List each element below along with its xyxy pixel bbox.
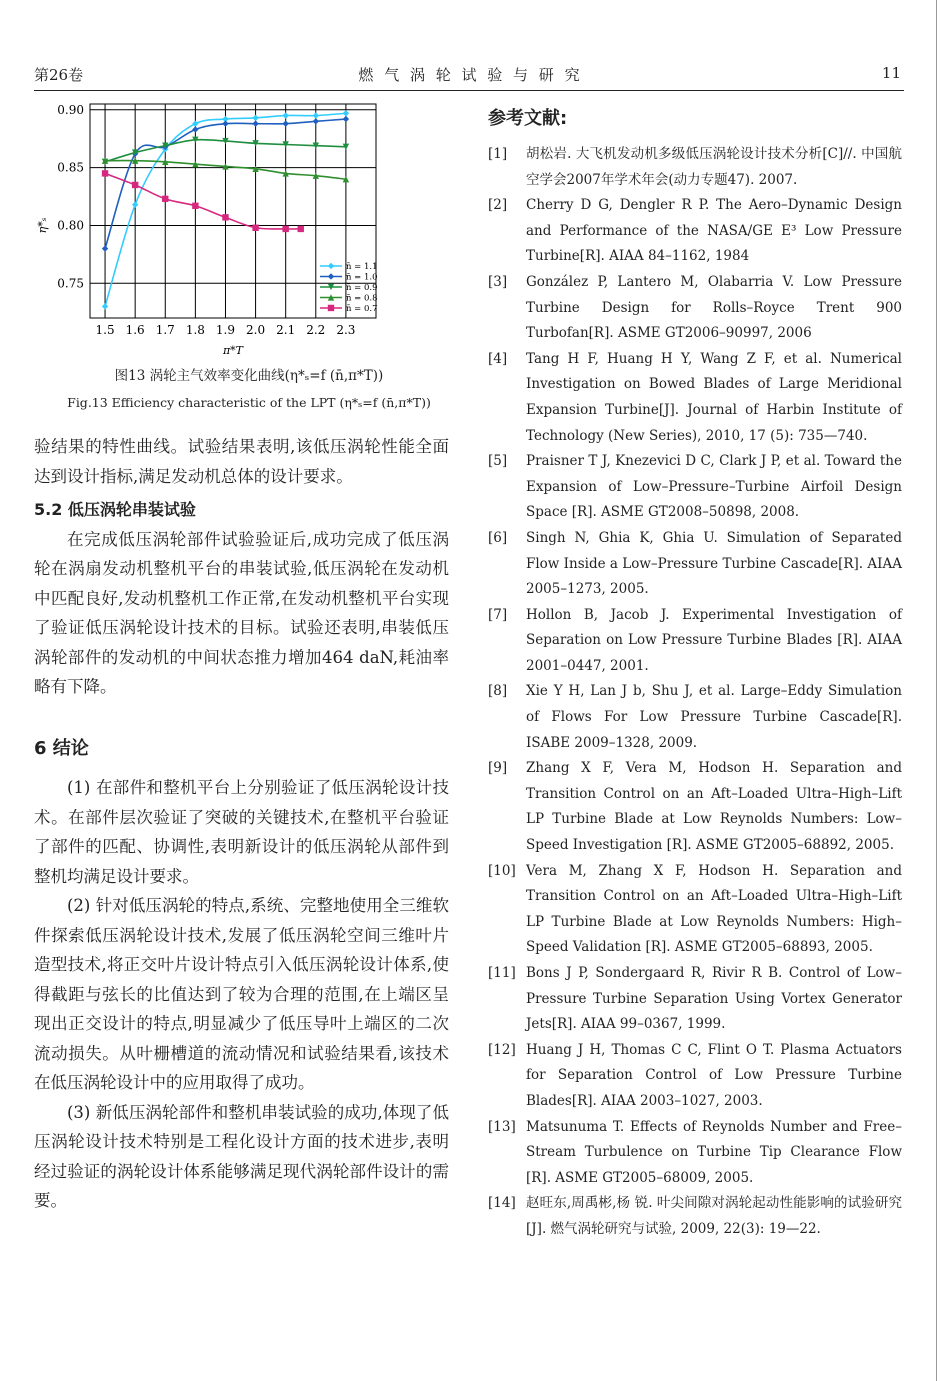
reference-text: Praisner T J, Knezevici D C, Clark J P, et al. Toward the Expansion of Low–Pressure–Turbine Airfoil Design Space [R]. ASME GT2008–50898, 2008. [526, 453, 902, 521]
reference-number: [2] [488, 197, 508, 214]
reference-number: [5] [488, 453, 508, 470]
reference-item [488, 449, 902, 526]
left-column-text [34, 432, 449, 1216]
x-tick-label: 2.0 [246, 323, 266, 337]
x-tick-label: 2.1 [276, 323, 296, 337]
x-tick-label: 2.3 [336, 323, 356, 337]
y-tick-label: 0.80 [57, 218, 84, 233]
data-point [132, 182, 138, 188]
x-axis-label: π*T [222, 344, 244, 357]
reference-text: Bons J P, Sondergaard R, Rivir R B. Control of Low–Pressure Turbine Separation Using Vortex Generator Jets[R]. AIAA 99–0367, 1999. [526, 965, 902, 1033]
reference-number: [3] [488, 273, 508, 290]
efficiency-chart [30, 96, 400, 358]
header-journal: 燃 气 涡 轮 试 验 与 研 究 [358, 66, 583, 84]
reference-text: 赵旺东,周禹彬,杨 锐. 叶尖间隙对涡轮起动性能影响的试验研究[J]. 燃气涡轮研究与试验, 2009, 22(3): 19—22. [526, 1195, 902, 1237]
figure-caption-cn: 图13 涡轮主气效率变化曲线(η*ₛ=f (n̄,π*T)) [114, 368, 384, 384]
series-line [105, 173, 301, 229]
reference-item [488, 603, 902, 680]
reference-number: [11] [488, 965, 516, 981]
data-point [343, 110, 349, 116]
data-point [132, 201, 138, 207]
conclusion-1: (1) 在部件和整机平台上分别验证了低压涡轮设计技术。在部件层次验证了突破的关键技术,在整机平台验证了部件的匹配、协调性,表明新设计的低压涡轮从部件到整机均满足设计要求。 [34, 778, 449, 886]
data-point [343, 116, 349, 122]
reference-number: [8] [488, 683, 508, 700]
reference-item [488, 859, 902, 961]
data-point [222, 120, 228, 126]
header-volume: 第26卷 [34, 66, 84, 84]
conclusion-2: (2) 针对低压涡轮的特点,系统、完整地使用全三维软件探索低压涡轮设计技术,发展了低压涡轮空间三维叶片造型技术,将正交叶片设计特点引入低压涡轮设计体系,使得截距与弦长的比值达到了较为合理的范围,在上端区呈现出正交设计的特点,明显减少了低压导叶上端区的二次流动损失。从叶栅槽道的流动情况和试验结果看,该技术在低压涡轮设计中的应用取得了成功。 [34, 896, 449, 1092]
x-tick-label: 1.8 [185, 323, 205, 337]
data-point [282, 120, 288, 126]
data-point [252, 225, 258, 231]
data-point [222, 214, 228, 220]
reference-number: [13] [488, 1118, 516, 1135]
legend-label: n̄ = 1.0 [346, 272, 378, 283]
paragraph-results: 验结果的特性曲线。试验结果表明,该低压涡轮性能全面达到设计指标,满足发动机总体的设计要求。 [34, 437, 449, 486]
figure-caption-en: Fig.13 Efficiency characteristic of the LPT (η*ₛ=f (n̄,π*T)) [67, 395, 431, 410]
data-point [192, 120, 198, 126]
reference-text: Matsunuma T. Effects of Reynolds Number and Free–Stream Turbulence on Turbine Tip Clearance Flow [R]. ASME GT2005–68009, 2005. [526, 1118, 902, 1186]
reference-item [488, 193, 902, 270]
reference-text: Zhang X F, Vera M, Hodson H. Separation and Transition Control on an Aft–Loaded Ultra–High–Lift LP Turbine Blade at Low Reynolds Numbers: Low–Speed Investigation [R]. ASME GT2005–68892, 2005. [526, 760, 902, 854]
reference-text: Vera M, Zhang X F, Hodson H. Separation and Transition Control on an Aft–Loaded Ultra–High–Lift LP Turbine Blade at Low Reynolds Numbers: High–Speed Validation [R]. ASME GT2005–68893, 2005. [526, 862, 902, 956]
reference-number: [10] [488, 862, 516, 879]
x-tick-label: 1.5 [95, 323, 115, 337]
reference-item [488, 270, 902, 347]
y-axis-label: η*ₛ [36, 217, 49, 234]
legend-marker [328, 263, 334, 269]
section-5-2-title: 5.2 低压涡轮串装试验 [34, 500, 196, 519]
legend-label: n̄ = 1.1 [346, 261, 378, 272]
x-tick-label: 2.2 [306, 323, 326, 337]
x-tick-label: 1.7 [155, 323, 175, 337]
reference-item [488, 1191, 902, 1242]
legend-marker [328, 305, 334, 311]
data-point [298, 226, 304, 232]
data-point [192, 126, 198, 132]
paragraph-serial-test: 在完成低压涡轮部件试验验证后,成功完成了低压涡轮在涡扇发动机整机平台的串装试验,低压涡轮在发动机中匹配良好,发动机整机工作正常,在发动机整机平台实现了验证低压涡轮设计技术的目标。试验还表明,串装低压涡轮部件的发动机的中间状态推力增加464 daN,耗油率略有下降。 [34, 529, 449, 696]
reference-text: Huang J H, Thomas C C, Flint O T. Plasma Actuators for Separation Control of Low Pressure Turbine Blades[R]. AIAA 2003–1027, 2003. [526, 1041, 902, 1109]
series-5 [105, 173, 301, 229]
reference-number: [7] [488, 606, 508, 623]
x-tick-label: 1.6 [125, 323, 145, 337]
reference-text: Tang H F, Huang H Y, Wang Z F, et al. Numerical Investigation on Bowed Blades of Large Meridional Expansion Turbine[J]. Journal of Harbin Institute of Technology (New Series), 2010, 17 (5): 735—740. [526, 350, 902, 444]
reference-item [488, 347, 902, 449]
x-tick-label: 1.9 [215, 323, 236, 337]
reference-text: Singh N, Ghia K, Ghia U. Simulation of Separated Flow Inside a Low–Pressure Turbine Cascade[R]. AIAA 2005–1273, 2005. [526, 529, 902, 598]
data-point [102, 245, 108, 251]
reference-number: [1] [488, 146, 508, 162]
reference-text: Xie Y H, Lan J b, Shu J, et al. Large–Eddy Simulation of Flows For Low Pressure Turbine Cascade[R]. ISABE 2009–1328, 2009. [526, 683, 902, 751]
reference-text: Hollon B, Jacob J. Experimental Investigation of Separation on Low Pressure Turbine Blades [R]. AIAA 2001–0447, 2001. [526, 606, 902, 674]
reference-number: [14] [488, 1195, 516, 1212]
reference-number: [9] [488, 760, 508, 777]
reference-text: 胡松岩. 大飞机发动机多级低压涡轮设计技术分析[C]//. 中国航空学会2007年学术年会(动力专题47). 2007. [526, 146, 902, 188]
reference-text: González P, Lantero M, Olabarria V. Low Pressure Turbine Design for Rolls–Royce Trent 900 Turbofan[R]. ASME GT2006–90997, 2006 [526, 273, 902, 342]
references-list [488, 142, 902, 1243]
legend-label: n̄ = 0.9 [346, 282, 378, 293]
reference-item [488, 961, 902, 1038]
reference-item [488, 1038, 902, 1115]
y-tick-label: 0.85 [57, 160, 84, 175]
reference-text: Cherry D G, Dengler R P. The Aero–Dynamic Design and Performance of the NASA/GE E³ Low Pressure Turbine[R]. AIAA 84–1162, 1984 [526, 197, 902, 265]
y-tick-label: 0.75 [57, 276, 84, 291]
data-point [252, 120, 258, 126]
reference-item [488, 526, 902, 603]
data-point [102, 303, 108, 309]
references-title: 参考文献: [488, 108, 568, 129]
header-page-number: 11 [881, 64, 901, 82]
reference-item [488, 142, 902, 193]
reference-number: [12] [488, 1041, 516, 1058]
reference-item [488, 679, 902, 756]
data-point [102, 170, 108, 176]
legend-label: n̄ = 0.8 [346, 293, 378, 304]
data-point [313, 118, 319, 124]
data-point [252, 115, 258, 121]
data-point [282, 112, 288, 118]
header-rule [34, 90, 904, 91]
legend-label: n̄ = 0.7 [346, 303, 378, 314]
y-tick-label: 0.90 [57, 102, 84, 117]
conclusion-3: (3) 新低压涡轮部件和整机串装试验的成功,体现了低压涡轮设计技术特别是工程化设计方面的技术进步,表明经过验证的涡轮设计体系能够满足现代涡轮部件设计的需要。 [34, 1102, 449, 1210]
reference-item [488, 756, 902, 858]
legend-marker [328, 273, 334, 279]
page-edge-line [936, 0, 937, 1381]
section-6-title: 6 结论 [34, 737, 89, 759]
reference-number: [4] [488, 350, 508, 367]
reference-number: [6] [488, 529, 508, 546]
data-point [192, 203, 198, 209]
data-point [282, 226, 288, 232]
data-point [162, 196, 168, 202]
reference-item [488, 1115, 902, 1192]
data-point [313, 112, 319, 118]
